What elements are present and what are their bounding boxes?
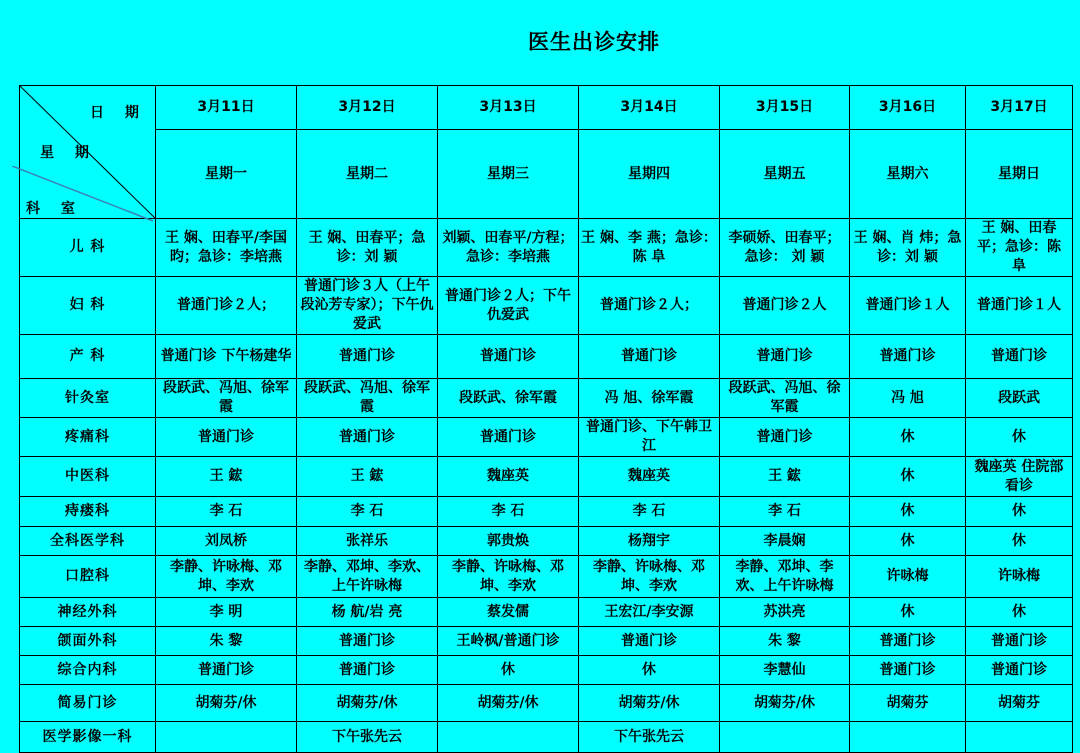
schedule-cell: 胡菊芬/休	[156, 685, 297, 722]
schedule-cell: 段跃武、冯旭、徐军霞	[156, 379, 297, 418]
schedule-cell: 李 石	[297, 497, 438, 527]
schedule-cell: 许咏梅	[850, 556, 966, 598]
schedule-cell: 魏座英	[579, 457, 720, 497]
date-header: 3月14日	[579, 86, 720, 130]
schedule-cell: 王 娴、肖 炜；急诊：刘 颖	[850, 219, 966, 277]
schedule-cell: 郭贵焕	[438, 527, 579, 556]
weekday-header: 星期日	[966, 130, 1073, 219]
table-row	[20, 627, 1073, 656]
schedule-cell: 普通门诊	[297, 656, 438, 685]
table-row	[20, 598, 1073, 627]
schedule-cell: 下午张先云	[297, 722, 438, 753]
schedule-cell: 休	[850, 457, 966, 497]
department-cell: 中医科	[20, 457, 156, 497]
schedule-cell	[966, 722, 1073, 753]
schedule-cell: 李 石	[438, 497, 579, 527]
schedule-cell: 李 石	[720, 497, 850, 527]
schedule-cell: 普通门诊２人	[720, 277, 850, 335]
schedule-cell: 普通门诊２人；下午仇爱武	[438, 277, 579, 335]
schedule-cell: 张祥乐	[297, 527, 438, 556]
department-cell: 针灸室	[20, 379, 156, 418]
schedule-cell: 王宏江/李安源	[579, 598, 720, 627]
schedule-cell: 普通门诊	[850, 656, 966, 685]
schedule-cell: 普通门诊	[297, 418, 438, 457]
schedule-cell: 李慧仙	[720, 656, 850, 685]
schedule-cell: 普通门诊２人；	[156, 277, 297, 335]
corner-dept-label: 科 室	[26, 201, 83, 217]
schedule-cell: 休	[966, 598, 1073, 627]
schedule-cell: 王 娴、田春平；急诊：陈 阜	[966, 219, 1073, 277]
department-cell: 妇 科	[20, 277, 156, 335]
table-row	[20, 722, 1073, 753]
schedule-cell: 李 石	[156, 497, 297, 527]
date-header: 3月15日	[720, 86, 850, 130]
schedule-cell: 杨 航/岩 亮	[297, 598, 438, 627]
table-row	[20, 457, 1073, 497]
schedule-cell: 段跃武、冯旭、徐军霞	[297, 379, 438, 418]
schedule-cell: 普通门诊、下午韩卫江	[579, 418, 720, 457]
corner-date-label: 日 期	[90, 105, 147, 121]
schedule-cell: 李静、许咏梅、邓坤、李欢	[156, 556, 297, 598]
schedule-cell: 普通门诊	[850, 335, 966, 379]
table-row	[20, 219, 1073, 277]
schedule-cell: 李 明	[156, 598, 297, 627]
schedule-cell: 朱 黎	[720, 627, 850, 656]
table-row	[20, 556, 1073, 598]
table-row	[20, 685, 1073, 722]
table-row	[20, 335, 1073, 379]
schedule-cell: 李静、许咏梅、邓坤、李欢	[579, 556, 720, 598]
date-row	[20, 86, 1073, 130]
table-row	[20, 277, 1073, 335]
department-cell: 口腔科	[20, 556, 156, 598]
date-header: 3月17日	[966, 86, 1073, 130]
schedule-cell: 李 石	[579, 497, 720, 527]
weekday-row	[20, 130, 1073, 219]
schedule-cell: 段跃武、冯旭、徐军霞	[720, 379, 850, 418]
schedule-cell: 胡菊芬/休	[438, 685, 579, 722]
schedule-cell: 王 娴、李 燕；急诊：陈 阜	[579, 219, 720, 277]
schedule-cell: 休	[850, 418, 966, 457]
schedule-cell: 蔡发儒	[438, 598, 579, 627]
schedule-cell	[156, 722, 297, 753]
weekday-header: 星期二	[297, 130, 438, 219]
schedule-cell: 冯 旭、徐军霞	[579, 379, 720, 418]
schedule-cell: 段跃武	[966, 379, 1073, 418]
schedule-cell: 李硕娇、田春平；急诊： 刘 颖	[720, 219, 850, 277]
schedule-cell: 普通门诊	[297, 335, 438, 379]
schedule-cell: 普通门诊	[579, 335, 720, 379]
schedule-cell: 李静、许咏梅、邓坤、李欢	[438, 556, 579, 598]
schedule-cell: 苏洪亮	[720, 598, 850, 627]
schedule-cell: 休	[966, 418, 1073, 457]
schedule-cell: 许咏梅	[966, 556, 1073, 598]
department-cell: 产 科	[20, 335, 156, 379]
schedule-cell: 普通门诊	[156, 418, 297, 457]
schedule-cell: 刘颖、田春平/方程；急诊：李培燕	[438, 219, 579, 277]
date-header: 3月16日	[850, 86, 966, 130]
weekday-header: 星期三	[438, 130, 579, 219]
schedule-table	[19, 85, 1073, 753]
schedule-cell: 胡菊芬/休	[297, 685, 438, 722]
schedule-cell: 普通门诊	[850, 627, 966, 656]
department-cell: 儿 科	[20, 219, 156, 277]
schedule-cell: 普通门诊	[156, 656, 297, 685]
schedule-cell: 王 娴、田春平；急诊：刘 颖	[297, 219, 438, 277]
department-cell: 医学影像一科	[20, 722, 156, 753]
weekday-header: 星期六	[850, 130, 966, 219]
schedule-cell: 魏座英 住院部看诊	[966, 457, 1073, 497]
schedule-cell: 李静、邓坤、李欢、上午许咏梅	[720, 556, 850, 598]
schedule-cell: 普通门诊	[297, 627, 438, 656]
diagonal-accent-line	[12, 166, 153, 226]
schedule-cell: 普通门诊 下午杨建华	[156, 335, 297, 379]
schedule-cell: 休	[579, 656, 720, 685]
schedule-cell: 休	[438, 656, 579, 685]
schedule-cell: 普通门诊１人	[850, 277, 966, 335]
schedule-cell: 李晨娴	[720, 527, 850, 556]
schedule-cell	[438, 722, 579, 753]
table-row	[20, 418, 1073, 457]
department-cell: 综合内科	[20, 656, 156, 685]
schedule-cell: 休	[850, 527, 966, 556]
department-cell: 疼痛科	[20, 418, 156, 457]
schedule-cell: 王 鋐	[720, 457, 850, 497]
table-row	[20, 497, 1073, 527]
schedule-cell: 普通门诊３人（上午段沁芳专家）；下午仇爱武	[297, 277, 438, 335]
schedule-cell: 休	[850, 598, 966, 627]
schedule-cell: 休	[850, 497, 966, 527]
schedule-cell: 王岭枫/普通门诊	[438, 627, 579, 656]
weekday-header: 星期一	[156, 130, 297, 219]
schedule-cell: 冯 旭	[850, 379, 966, 418]
schedule-cell	[850, 722, 966, 753]
schedule-cell: 普通门诊２人；	[579, 277, 720, 335]
schedule-cell: 普通门诊１人	[966, 277, 1073, 335]
schedule-cell	[720, 722, 850, 753]
weekday-header: 星期五	[720, 130, 850, 219]
weekday-header: 星期四	[579, 130, 720, 219]
table-row	[20, 527, 1073, 556]
department-cell: 颌面外科	[20, 627, 156, 656]
date-header: 3月13日	[438, 86, 579, 130]
schedule-cell: 胡菊芬	[850, 685, 966, 722]
schedule-cell: 普通门诊	[966, 627, 1073, 656]
department-cell: 简易门诊	[20, 685, 156, 722]
schedule-cell: 杨翔宇	[579, 527, 720, 556]
schedule-cell: 朱 黎	[156, 627, 297, 656]
schedule-cell: 王 鋐	[297, 457, 438, 497]
schedule-cell: 段跃武、徐军霞	[438, 379, 579, 418]
schedule-cell: 胡菊芬	[966, 685, 1073, 722]
schedule-cell: 刘凤桥	[156, 527, 297, 556]
schedule-cell: 李静、邓坤、李欢、上午许咏梅	[297, 556, 438, 598]
schedule-cell: 普通门诊	[438, 418, 579, 457]
department-cell: 全科医学科	[20, 527, 156, 556]
page-title: 医生出诊安排	[528, 30, 660, 54]
schedule-cell: 普通门诊	[438, 335, 579, 379]
schedule-cell: 胡菊芬/休	[720, 685, 850, 722]
department-cell: 神经外科	[20, 598, 156, 627]
schedule-cell: 休	[966, 497, 1073, 527]
schedule-cell: 休	[966, 527, 1073, 556]
schedule-cell: 普通门诊	[966, 656, 1073, 685]
schedule-cell: 王 娴、田春平/李国昀；急诊：李培燕	[156, 219, 297, 277]
schedule-cell: 普通门诊	[966, 335, 1073, 379]
schedule-cell: 王 鋐	[156, 457, 297, 497]
schedule-cell: 普通门诊	[579, 627, 720, 656]
schedule-cell: 胡菊芬/休	[579, 685, 720, 722]
table-row	[20, 379, 1073, 418]
schedule-cell: 下午张先云	[579, 722, 720, 753]
table-row	[20, 656, 1073, 685]
schedule-cell: 普通门诊	[720, 335, 850, 379]
department-cell: 痔瘘科	[20, 497, 156, 527]
date-header: 3月12日	[297, 86, 438, 130]
schedule-cell: 魏座英	[438, 457, 579, 497]
date-header: 3月11日	[156, 86, 297, 130]
corner-week-label: 星 期	[40, 145, 97, 161]
schedule-cell: 普通门诊	[720, 418, 850, 457]
